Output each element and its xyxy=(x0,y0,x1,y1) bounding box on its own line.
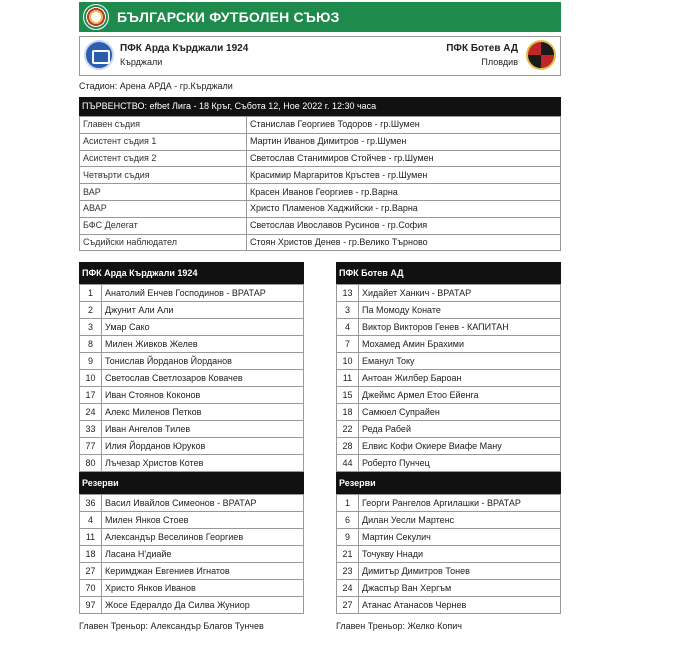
player-name: Керимджан Евгениев Игнатов xyxy=(102,563,304,580)
player-name: Иван Ангелов Тилев xyxy=(102,421,304,438)
player-number: 44 xyxy=(337,455,359,472)
player-name: Георги Рангелов Аргилашки - ВРАТАР xyxy=(359,495,561,512)
player-row xyxy=(337,597,561,614)
player-name: Илия Йорданов Юруков xyxy=(102,438,304,455)
player-name: Мартин Секулич xyxy=(359,529,561,546)
player-row xyxy=(80,580,304,597)
home-crest-icon xyxy=(84,40,114,70)
player-number: 24 xyxy=(337,580,359,597)
player-number: 28 xyxy=(337,438,359,455)
official-role: АВАР xyxy=(80,200,247,217)
official-role: Съдийски наблюдател xyxy=(80,234,247,251)
player-row xyxy=(337,529,561,546)
official-role: Главен съдия xyxy=(80,117,247,134)
official-role: Асистент съдия 1 xyxy=(80,133,247,150)
player-name: Васил Ивайлов Симеонов - ВРАТАР xyxy=(102,495,304,512)
away-coach: Главен Треньор: Желко Копич xyxy=(336,621,462,631)
player-name: Точукву Ннади xyxy=(359,546,561,563)
official-name: Красимир Маргаритов Кръстев - гр.Шумен xyxy=(247,167,561,184)
player-number: 15 xyxy=(337,387,359,404)
player-number: 7 xyxy=(337,336,359,353)
player-row xyxy=(80,285,304,302)
player-name: Жосе Едералдо Да Силва Жуниор xyxy=(102,597,304,614)
player-row xyxy=(337,387,561,404)
player-name: Еманул Току xyxy=(359,353,561,370)
player-name: Реда Рабей xyxy=(359,421,561,438)
player-number: 8 xyxy=(80,336,102,353)
player-number: 70 xyxy=(80,580,102,597)
federation-title: БЪЛГАРСКИ ФУТБОЛЕН СЪЮЗ xyxy=(117,9,340,25)
player-number: 11 xyxy=(337,370,359,387)
teams-panel xyxy=(79,36,561,76)
player-name: Джаспър Ван Хергъм xyxy=(359,580,561,597)
player-row xyxy=(80,512,304,529)
player-row xyxy=(337,404,561,421)
player-row xyxy=(337,495,561,512)
player-row xyxy=(80,597,304,614)
player-name: Атанас Атанасов Чернев xyxy=(359,597,561,614)
player-row xyxy=(80,438,304,455)
player-name: Димитър Димитров Тонев xyxy=(359,563,561,580)
player-row xyxy=(337,546,561,563)
player-row xyxy=(80,455,304,472)
player-number: 9 xyxy=(80,353,102,370)
match-info-bar: ПЪРВЕНСТВО: efbet Лига - 18 Кръг, Събота 12, Ное 2022 г. 12:30 часа xyxy=(79,97,561,116)
player-row xyxy=(337,512,561,529)
player-row xyxy=(80,421,304,438)
official-row xyxy=(80,133,561,150)
player-name: Антоан Жилбер Бароан xyxy=(359,370,561,387)
player-name: Мохамед Амин Брахими xyxy=(359,336,561,353)
player-row xyxy=(337,319,561,336)
player-number: 77 xyxy=(80,438,102,455)
official-name: Красен Иванов Георгиев - гр.Варна xyxy=(247,184,561,201)
official-name: Станислав Георгиев Тодоров - гр.Шумен xyxy=(247,117,561,134)
player-number: 9 xyxy=(337,529,359,546)
player-number: 3 xyxy=(337,302,359,319)
player-row xyxy=(80,387,304,404)
player-number: 21 xyxy=(337,546,359,563)
player-number: 3 xyxy=(80,319,102,336)
player-number: 4 xyxy=(80,512,102,529)
home-coach: Главен Треньор: Александър Благов Тунчев xyxy=(79,621,264,631)
player-number: 1 xyxy=(80,285,102,302)
player-number: 11 xyxy=(80,529,102,546)
away-crest-icon xyxy=(526,40,556,70)
player-name: Иван Стоянов Коконов xyxy=(102,387,304,404)
player-name: Елвис Кофи Окиере Виафе Ману xyxy=(359,438,561,455)
player-row xyxy=(337,370,561,387)
stadium-info: Стадион: Арена АРДА - гр.Кърджали xyxy=(79,81,233,91)
official-name: Светослав Ивославов Русинов - гр.София xyxy=(247,217,561,234)
player-name: Хидайет Ханкич - ВРАТАР xyxy=(359,285,561,302)
away-lineup-header: ПФК Ботев АД xyxy=(336,262,561,284)
player-name: Анатолий Енчев Господинов - ВРАТАР xyxy=(102,285,304,302)
home-starters-table xyxy=(79,284,304,472)
player-name: Милен Живков Желев xyxy=(102,336,304,353)
player-name: Лъчезар Христов Котев xyxy=(102,455,304,472)
player-row xyxy=(337,455,561,472)
home-subs-header: Резерви xyxy=(79,472,304,494)
player-number: 17 xyxy=(80,387,102,404)
player-row xyxy=(337,285,561,302)
federation-header xyxy=(79,2,561,32)
player-number: 33 xyxy=(80,421,102,438)
player-row xyxy=(337,302,561,319)
official-row xyxy=(80,150,561,167)
player-number: 36 xyxy=(80,495,102,512)
player-row xyxy=(337,580,561,597)
player-row xyxy=(337,421,561,438)
player-number: 10 xyxy=(337,353,359,370)
player-row xyxy=(80,302,304,319)
player-row xyxy=(80,336,304,353)
player-row xyxy=(80,404,304,421)
official-role: БФС Делегат xyxy=(80,217,247,234)
player-row xyxy=(80,353,304,370)
officials-table xyxy=(79,116,561,251)
player-name: Па Момоду Конате xyxy=(359,302,561,319)
player-number: 24 xyxy=(80,404,102,421)
away-team-name: ПФК Ботев АД xyxy=(446,43,518,54)
player-number: 4 xyxy=(337,319,359,336)
official-name: Христо Пламенов Хаджийски - гр.Варна xyxy=(247,200,561,217)
official-name: Мартин Иванов Димитров - гр.Шумен xyxy=(247,133,561,150)
player-row xyxy=(337,438,561,455)
official-row xyxy=(80,200,561,217)
player-number: 22 xyxy=(337,421,359,438)
official-name: Светослав Станимиров Стойчев - гр.Шумен xyxy=(247,150,561,167)
official-row xyxy=(80,234,561,251)
away-starters-table xyxy=(336,284,561,472)
player-number: 2 xyxy=(80,302,102,319)
player-number: 13 xyxy=(337,285,359,302)
player-name: Светослав Светлозаров Ковачев xyxy=(102,370,304,387)
player-name: Самюел Супрайен xyxy=(359,404,561,421)
official-row xyxy=(80,184,561,201)
player-number: 80 xyxy=(80,455,102,472)
player-number: 10 xyxy=(80,370,102,387)
player-name: Дилан Уесли Мартенс xyxy=(359,512,561,529)
player-number: 97 xyxy=(80,597,102,614)
player-name: Джунит Али Али xyxy=(102,302,304,319)
player-row xyxy=(80,370,304,387)
player-name: Александър Веселинов Георгиев xyxy=(102,529,304,546)
player-number: 23 xyxy=(337,563,359,580)
player-name: Виктор Викторов Генев - КАПИТАН xyxy=(359,319,561,336)
official-row xyxy=(80,117,561,134)
player-number: 27 xyxy=(337,597,359,614)
player-number: 18 xyxy=(337,404,359,421)
player-number: 18 xyxy=(80,546,102,563)
player-row xyxy=(80,563,304,580)
official-role: ВАР xyxy=(80,184,247,201)
player-row xyxy=(80,319,304,336)
player-name: Алекс Миленов Петков xyxy=(102,404,304,421)
player-row xyxy=(337,353,561,370)
home-team-city: Кърджали xyxy=(120,57,163,67)
away-subs-header: Резерви xyxy=(336,472,561,494)
away-lineup xyxy=(336,262,561,614)
home-lineup-header: ПФК Арда Кърджали 1924 xyxy=(79,262,304,284)
player-name: Тонислав Йорданов Йорданов xyxy=(102,353,304,370)
player-name: Ласана Н'диайе xyxy=(102,546,304,563)
player-number: 1 xyxy=(337,495,359,512)
official-name: Стоян Христов Денев - гр.Велико Търново xyxy=(247,234,561,251)
home-subs-table xyxy=(79,494,304,614)
bfs-logo-icon xyxy=(83,4,109,30)
player-name: Умар Сако xyxy=(102,319,304,336)
player-name: Роберто Пунчец xyxy=(359,455,561,472)
official-role: Четвърти съдия xyxy=(80,167,247,184)
home-lineup xyxy=(79,262,304,614)
player-row xyxy=(80,529,304,546)
official-role: Асистент съдия 2 xyxy=(80,150,247,167)
player-row xyxy=(80,495,304,512)
home-team-name: ПФК Арда Кърджали 1924 xyxy=(120,43,249,54)
player-row xyxy=(337,336,561,353)
player-number: 6 xyxy=(337,512,359,529)
player-row xyxy=(80,546,304,563)
player-row xyxy=(337,563,561,580)
official-row xyxy=(80,167,561,184)
player-name: Христо Янков Иванов xyxy=(102,580,304,597)
player-name: Джеймс Армел Етоо Ейенга xyxy=(359,387,561,404)
match-report xyxy=(79,2,561,251)
away-team-city: Пловдив xyxy=(481,57,518,67)
official-row xyxy=(80,217,561,234)
player-number: 27 xyxy=(80,563,102,580)
player-name: Милен Янков Стоев xyxy=(102,512,304,529)
away-subs-table xyxy=(336,494,561,614)
